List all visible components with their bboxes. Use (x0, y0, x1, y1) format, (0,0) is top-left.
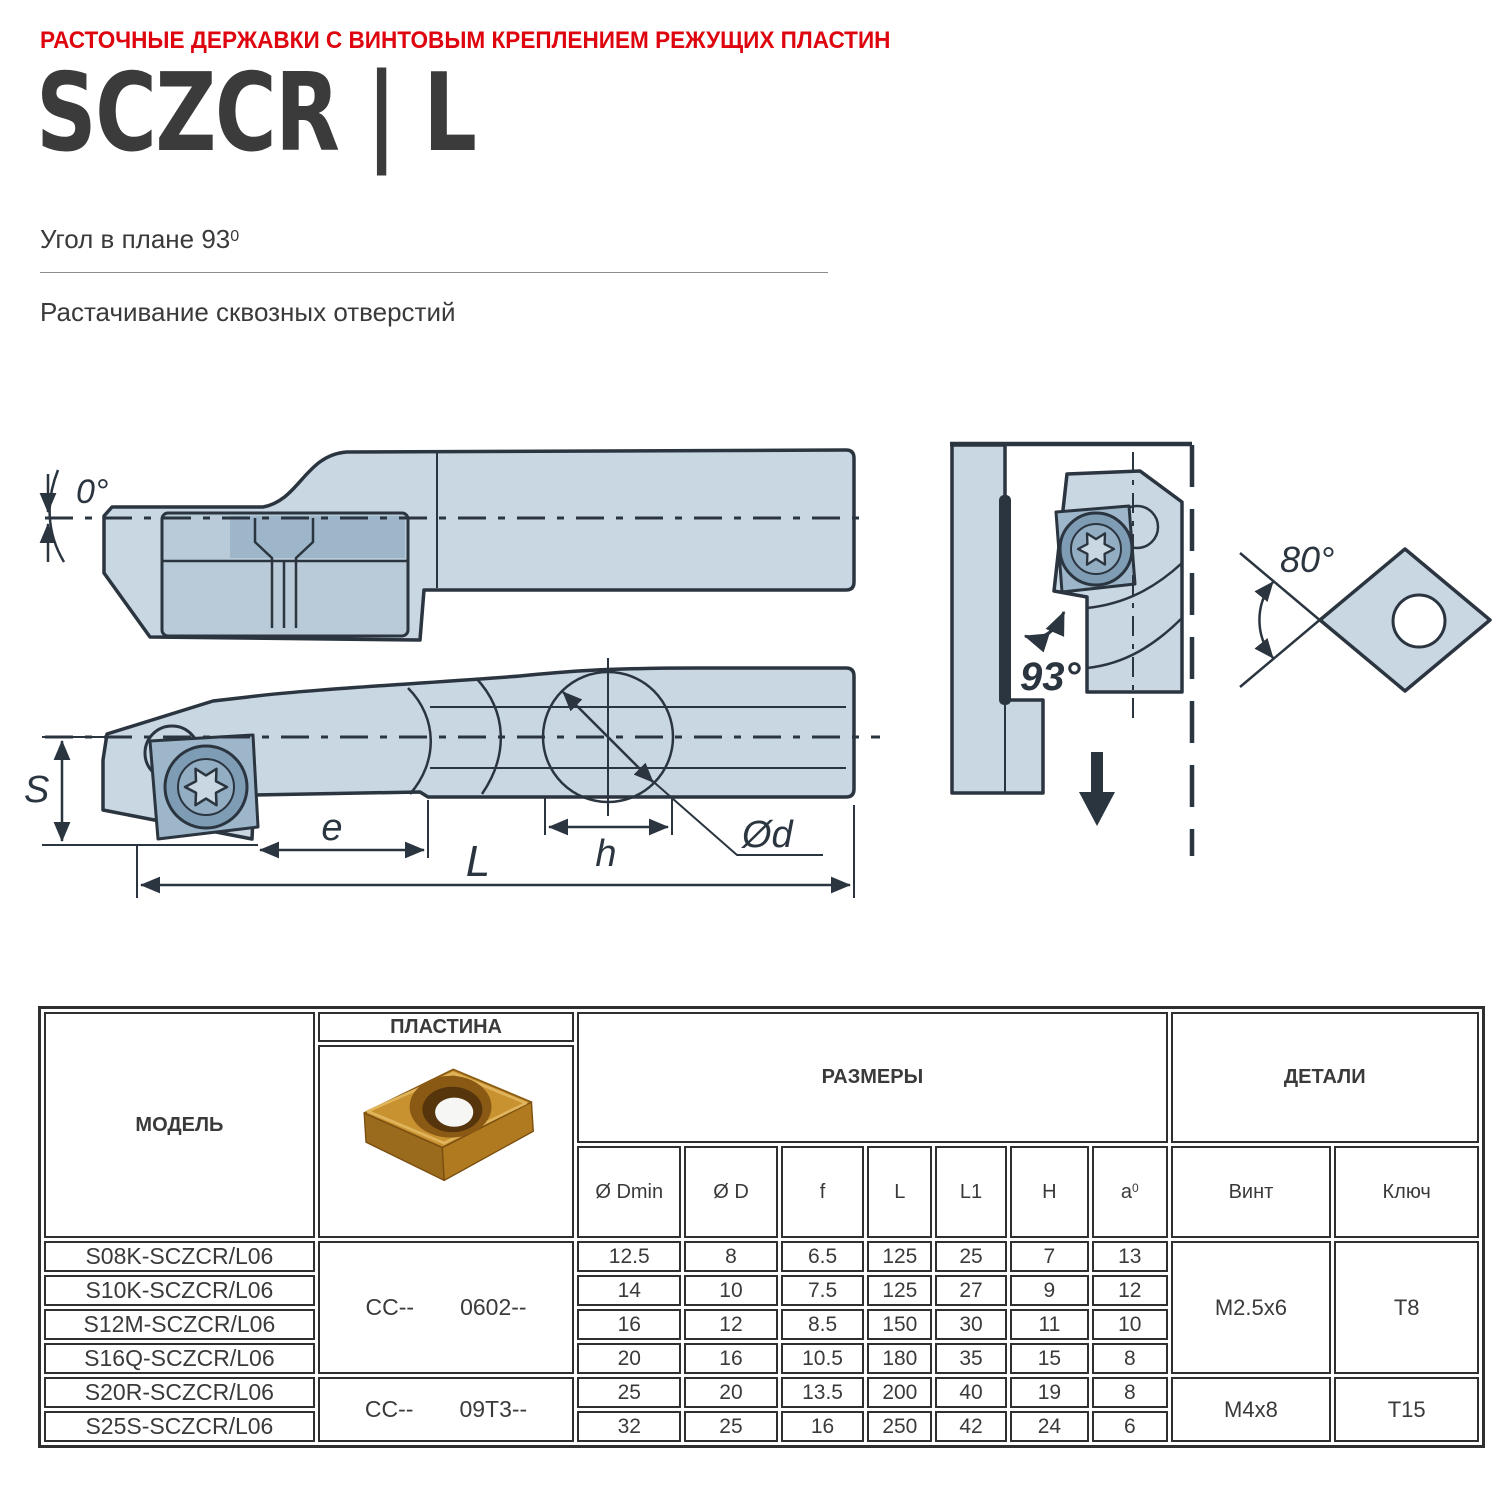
page-title: SCZCR | L (36, 51, 476, 176)
back-angle-label: 0° (76, 473, 109, 511)
dim-cell: 125 (867, 1241, 932, 1272)
col-l: L (867, 1146, 932, 1238)
dim-cell: 12 (1092, 1275, 1167, 1306)
dim-cell: 7 (1010, 1241, 1089, 1272)
header-insert: ПЛАСТИНА (318, 1012, 575, 1042)
dim-l-label: L (465, 837, 491, 886)
dim-cell: 125 (867, 1275, 932, 1306)
page-kicker: РАСТОЧНЫЕ ДЕРЖАВКИ С ВИНТОВЫМ КРЕПЛЕНИЕМ РЕЖУЩИХ ПЛАСТИН (40, 27, 891, 54)
dim-cell: 27 (935, 1275, 1006, 1306)
dim-cell: 13 (1092, 1241, 1167, 1272)
dim-cell: 16 (577, 1309, 681, 1340)
col-f: f (781, 1146, 864, 1238)
dim-cell: 10 (1092, 1309, 1167, 1340)
insert-angle-view (1240, 539, 1490, 691)
application-subtitle: Растачивание сквозных отверстий (40, 297, 456, 327)
dim-cell: 6.5 (781, 1241, 864, 1272)
dim-cell: 15 (1010, 1343, 1089, 1374)
screw-cell: M4x8 (1171, 1377, 1332, 1442)
model-cell: S12M-SCZCR/L06 (44, 1309, 315, 1340)
dim-cell: 8.5 (781, 1309, 864, 1340)
approach-angle-sup: 0 (230, 226, 240, 245)
dim-cell: 14 (577, 1275, 681, 1306)
dim-cell: 16 (684, 1343, 778, 1374)
insert-hole (1393, 595, 1445, 647)
feed-arrow-icon (1079, 792, 1115, 826)
table-row (44, 1377, 1479, 1408)
dim-cell: 150 (867, 1309, 932, 1340)
dim-cell: 16 (781, 1411, 864, 1442)
spec-table (38, 1006, 1485, 1448)
col-alpha (1092, 1146, 1167, 1238)
insert-code-suffix: 09T3-- (459, 1396, 528, 1422)
dim-cell: 35 (935, 1343, 1006, 1374)
screw-cell: M2.5x6 (1171, 1241, 1332, 1374)
dim-e-label: e (321, 807, 343, 849)
dim-cell: 30 (935, 1309, 1006, 1340)
dim-cell: 20 (684, 1377, 778, 1408)
dim-cell: 42 (935, 1411, 1006, 1442)
front-view (950, 444, 1192, 856)
dim-cell: 8 (684, 1241, 778, 1272)
col-h: H (1010, 1146, 1089, 1238)
dim-cell: 12.5 (577, 1241, 681, 1272)
insert-code-prefix: CC-- (365, 1294, 415, 1320)
approach-angle-subtitle (40, 224, 239, 255)
insert-code-cell (318, 1241, 575, 1374)
col-dmin: Ø Dmin (577, 1146, 681, 1238)
approach-angle-text: Угол в плане 93 (40, 224, 231, 254)
dim-cell: 6 (1092, 1411, 1167, 1442)
dim-cell: 25 (684, 1411, 778, 1442)
dim-cell: 7.5 (781, 1275, 864, 1306)
divider-line (40, 272, 828, 273)
side-view-bottom (24, 658, 880, 898)
alpha-base: a (1120, 1180, 1132, 1203)
dim-cell: 19 (1010, 1377, 1089, 1408)
technical-drawing (0, 420, 1500, 960)
insert-code-suffix: 0602-- (460, 1294, 527, 1320)
insert-photo-cell (318, 1045, 575, 1238)
insert-photo (346, 1053, 546, 1225)
key-cell: T8 (1334, 1241, 1479, 1374)
cutting-edge-bar (999, 495, 1011, 705)
model-cell: S10K-SCZCR/L06 (44, 1275, 315, 1306)
dim-cell: 32 (577, 1411, 681, 1442)
dim-cell: 8 (1092, 1377, 1167, 1408)
col-d: Ø D (684, 1146, 778, 1238)
header-details: ДЕТАЛИ (1171, 1012, 1480, 1143)
side-view-top (45, 450, 862, 640)
alpha-sup: 0 (1132, 1180, 1139, 1195)
dim-cell: 25 (577, 1377, 681, 1408)
dim-cell: 40 (935, 1377, 1006, 1408)
dim-cell: 200 (867, 1377, 932, 1408)
insert-angle-label: 80° (1280, 539, 1335, 580)
model-cell: S25S-SCZCR/L06 (44, 1411, 315, 1442)
col-key: Ключ (1334, 1146, 1479, 1238)
dim-cell: 20 (577, 1343, 681, 1374)
workpiece-wall (952, 445, 1043, 793)
col-l1: L1 (935, 1146, 1006, 1238)
dim-cell: 180 (867, 1343, 932, 1374)
dim-cell: 250 (867, 1411, 932, 1442)
dim-h-label: h (595, 833, 617, 875)
col-screw: Винт (1171, 1146, 1332, 1238)
dim-cell: 11 (1010, 1309, 1089, 1340)
model-cell: S16Q-SCZCR/L06 (44, 1343, 315, 1374)
insert-code-cell (318, 1377, 575, 1442)
model-cell: S08K-SCZCR/L06 (44, 1241, 315, 1272)
dim-d-label: Ød (742, 814, 793, 856)
dim-cell: 24 (1010, 1411, 1089, 1442)
dim-cell: 25 (935, 1241, 1006, 1272)
table-row (44, 1241, 1479, 1272)
header-model: МОДЕЛЬ (44, 1012, 315, 1238)
insert-code-prefix: CC-- (364, 1396, 414, 1422)
key-cell: T15 (1334, 1377, 1479, 1442)
main-angle-label: 93° (1020, 655, 1081, 699)
dim-cell: 10 (684, 1275, 778, 1306)
dim-s-label: S (24, 769, 50, 811)
dim-cell: 10.5 (781, 1343, 864, 1374)
dim-cell: 13.5 (781, 1377, 864, 1408)
model-cell: S20R-SCZCR/L06 (44, 1377, 315, 1408)
dim-cell: 9 (1010, 1275, 1089, 1306)
header-dimensions: РАЗМЕРЫ (577, 1012, 1167, 1143)
dim-cell: 8 (1092, 1343, 1167, 1374)
dim-cell: 12 (684, 1309, 778, 1340)
